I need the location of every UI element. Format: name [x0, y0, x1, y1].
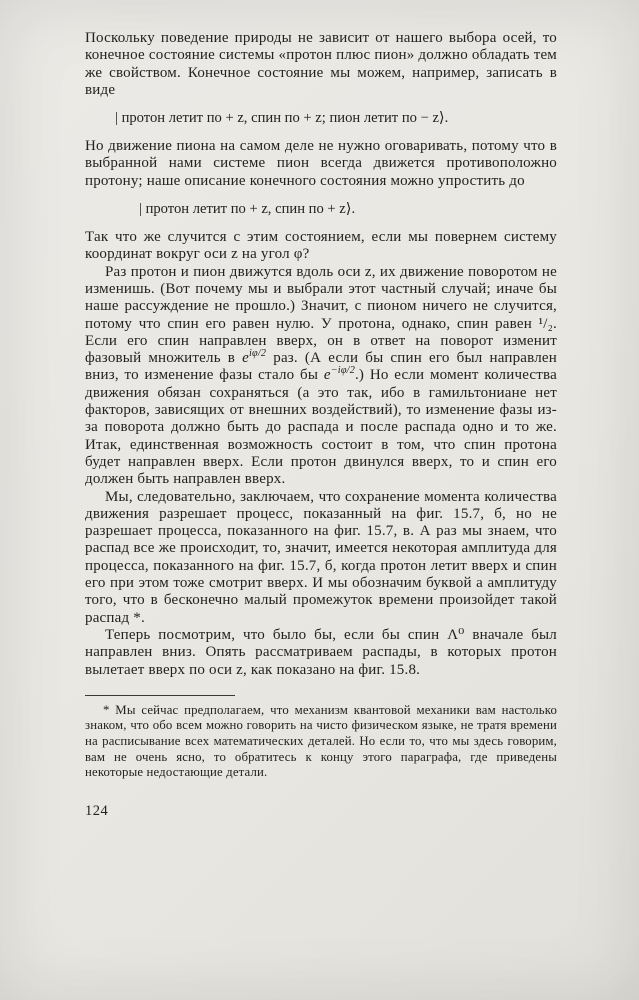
paragraph-4-text: Раз протон и пион движутся вдоль оси z, их движение поворотом не изменишь. (Вот почему мы и выбрали этот частный случай; иначе бы наше рассуждение не прошло.) Значит, с пионом ничего не случится, потому что спин его равен нулю. У протона, однако, спин равен ¹/₂. Если его спин направлен вверх, он в ответ на поворот изменит фазовый множитель в	[85, 263, 557, 367]
page-content	[85, 30, 557, 820]
paragraph-4	[85, 264, 557, 489]
paragraph-6: Теперь посмотрим, что было бы, если бы спин Λ⁰ вначале был направлен вниз. Опять рассматриваем распады, в которых протон вылетает вверх по оси z, как показано на фиг. 15.8.	[85, 626, 557, 678]
math-variable-e: e	[242, 350, 249, 367]
paragraph-2: Но движение пиона на самом деле не нужно оговаривать, потому что в выбранной нами системе пион всегда движется противоположно протону; наше описание конечного состояния можно упростить до	[85, 138, 557, 189]
paragraph-4-text: раз. (А если бы спин его был направлен вниз, то изменение фазы стало бы	[85, 350, 557, 384]
page-number: 124	[85, 802, 109, 819]
superscript-exponent: −iφ/2	[330, 365, 355, 377]
footnote: * Мы сейчас предполагаем, что механизм квантовой механики вам настолько знаком, что обо всем можно говорить на чисто физическом языке, не тратя времени на расписывание всех математических деталей. Но если то, что мы здесь говорим, вам не очень ясно, то обратитесь к концу этого параграфа, где приведены некоторые недостающие детали.	[85, 702, 557, 780]
superscript-exponent: iφ/2	[248, 348, 267, 360]
ket-formula-2: | протон летит по + z, спин по + z⟩.	[139, 201, 356, 218]
paragraph-3: Так что же случится с этим состоянием, если мы повернем систему координат вокруг оси z на угол φ?	[85, 229, 557, 263]
footnote-divider	[85, 695, 235, 696]
math-variable-e: e	[323, 367, 331, 384]
paragraph-4-text: .) Но если момент количества движения обязан сохраняться (а это так, ибо в гамильтониане нет факторов, зависящих от внешних воздействий), то изменение фазы из-за поворота должно быть до распада и после распада одно и то же. Итак, единственная возможность состоит в том, что спин протона будет направлен вверх. Если протон двинулся вверх, то и спин его должен быть направлен вверх.	[85, 367, 557, 488]
ket-formula-1: | протон летит по + z, спин по + z; пион летит по − z⟩.	[115, 110, 449, 127]
paragraph-5: Мы, следовательно, заключаем, что сохранение момента количества движения разрешает процесс, показанный на фиг. 15.7, б, но не разрешает процесса, показанного на фиг. 15.7, в. А раз мы знаем, что распад все же происходит, то, значит, имеется некоторая амплитуда для процесса, показанного на фиг. 15.7, б, когда протон летит вверх и спин его при этом тоже смотрит вверх. И мы обозначим буквой a амплитуду того, что в бесконечно малый промежуток времени произойдет такой распад *.	[85, 488, 557, 626]
paragraph-1: Поскольку поведение природы не зависит от нашего выбора осей, то конечное состояние системы «протон плюс пион» должно обладать тем же свойством. Конечное состояние мы можем, например, записать в виде	[85, 30, 557, 98]
